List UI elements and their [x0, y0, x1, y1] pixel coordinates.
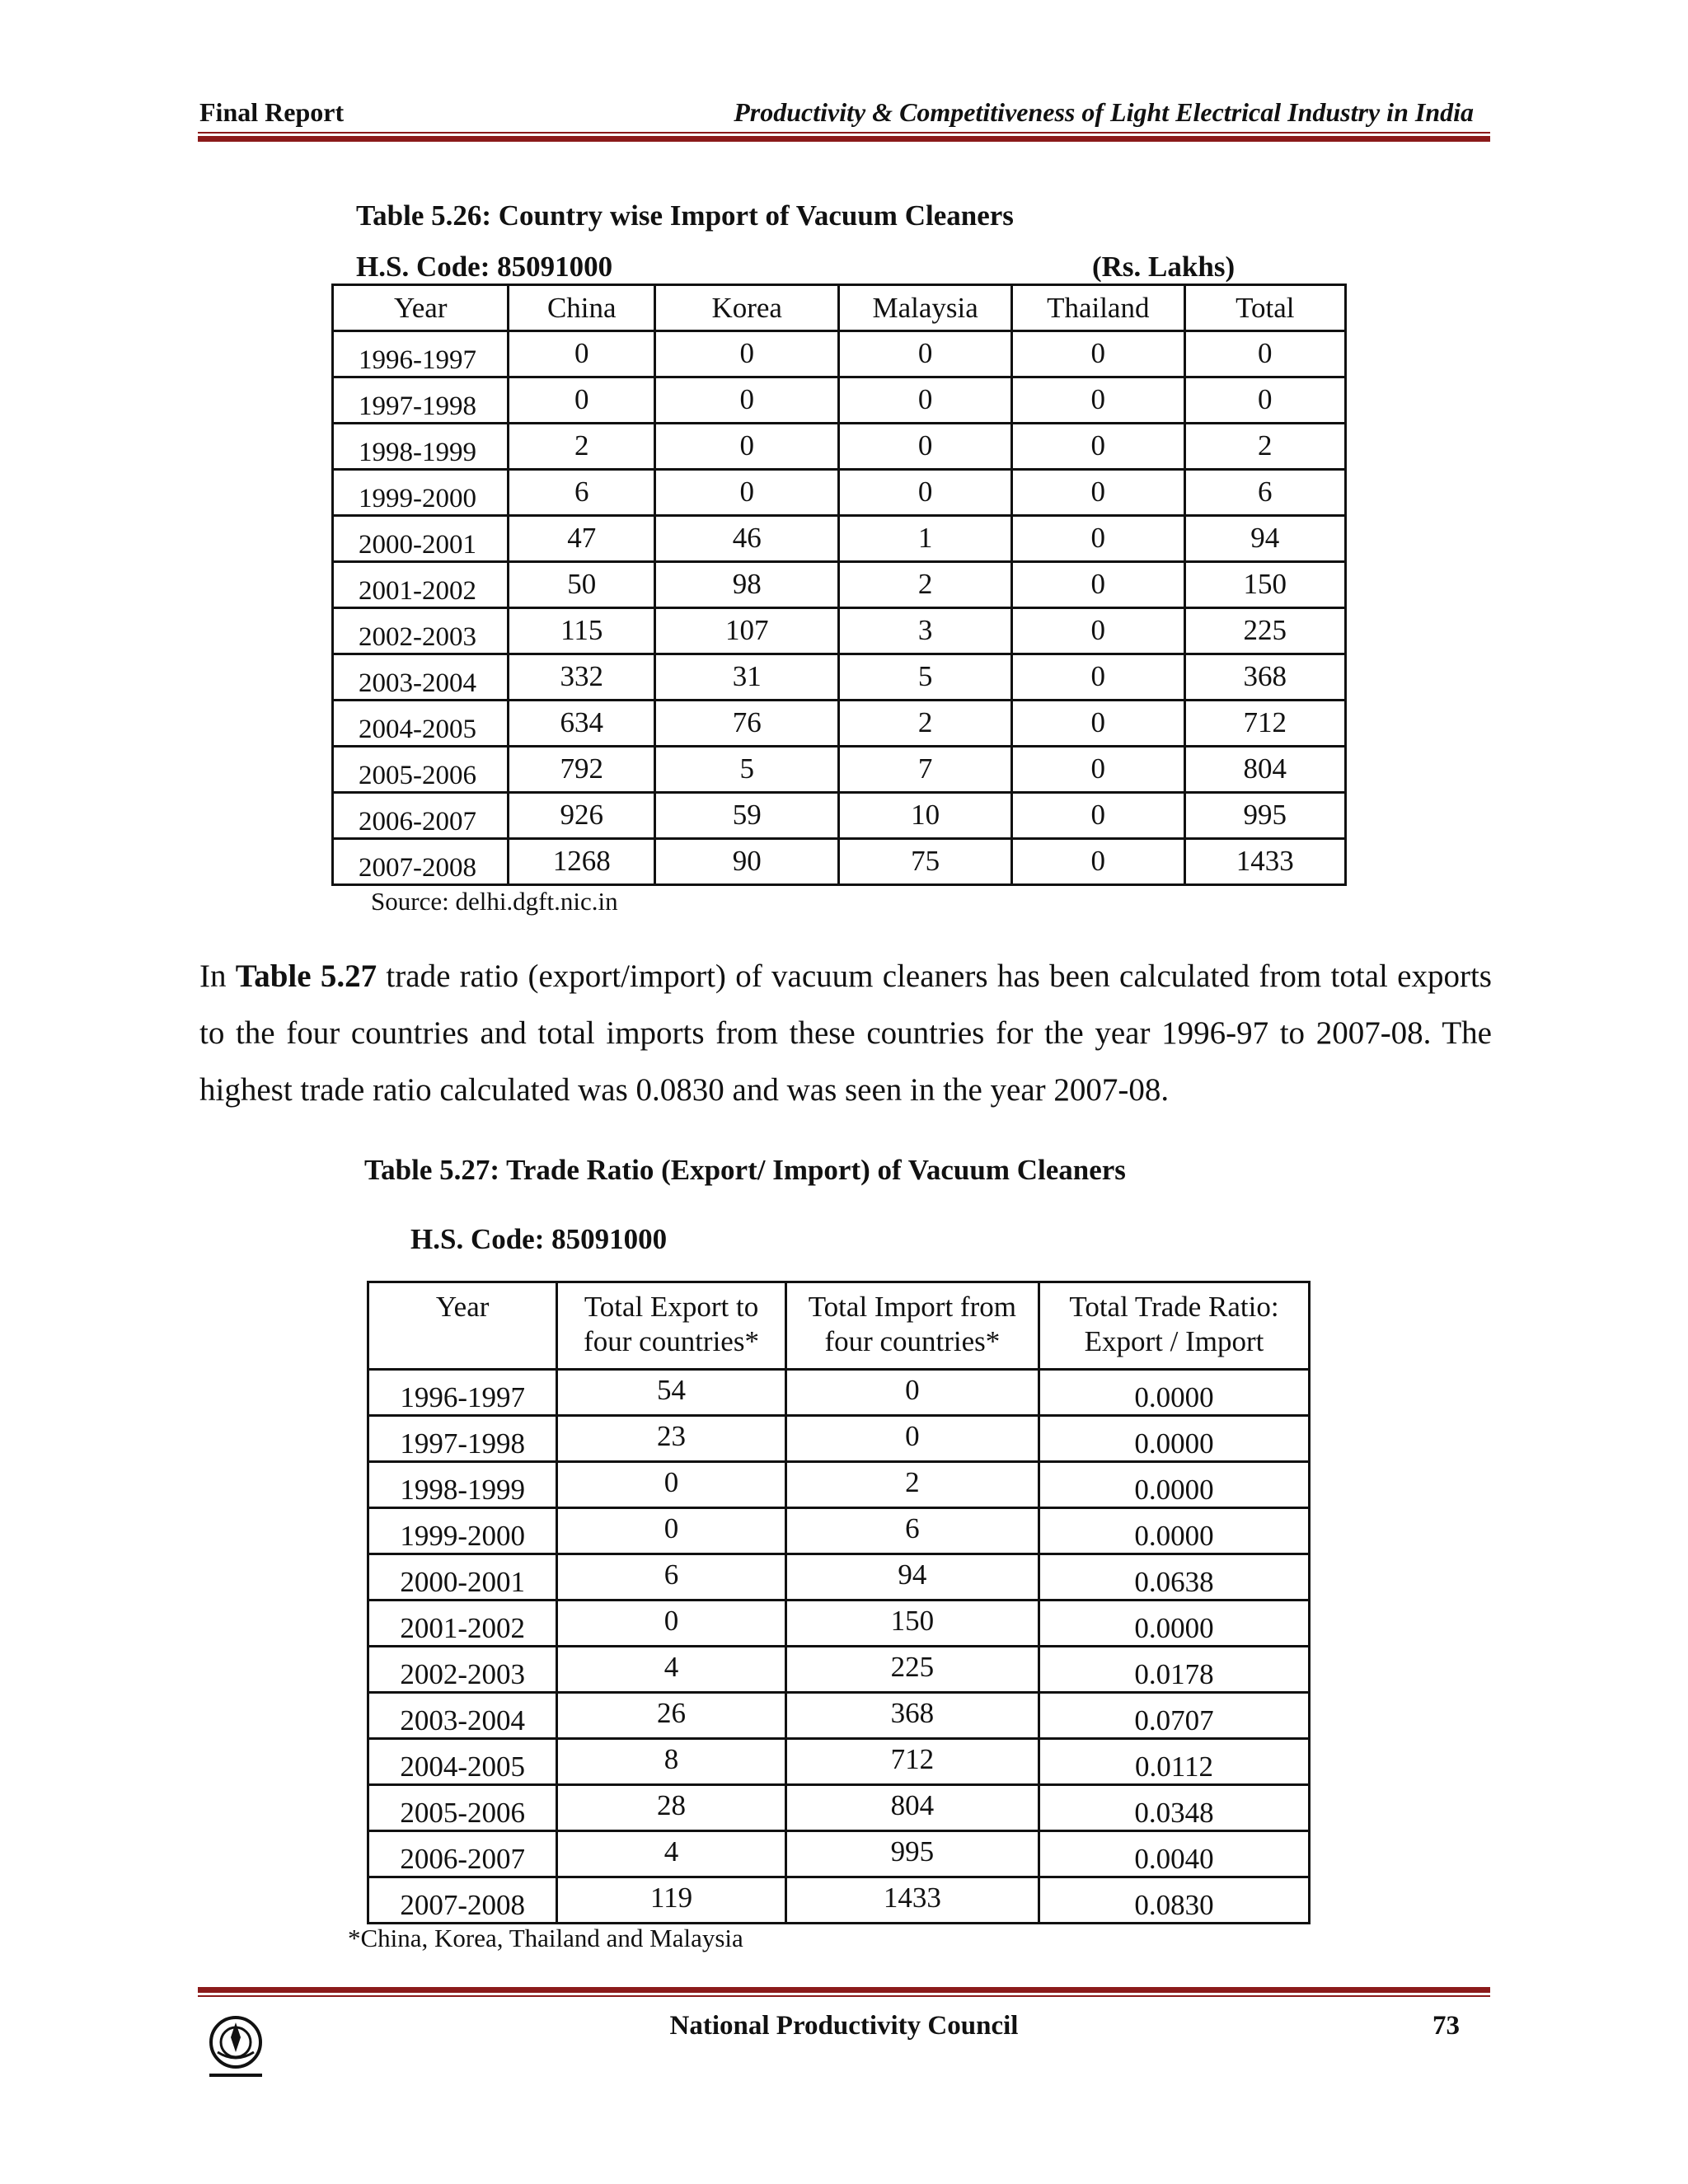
year-cell: 2002-2003 [368, 1647, 557, 1693]
npc-logo-icon [198, 2011, 274, 2087]
table-row [333, 331, 1346, 377]
value-cell: 0 [1011, 516, 1184, 562]
value-cell: 2 [839, 701, 1012, 747]
year-cell: 2006-2007 [368, 1831, 557, 1877]
paragraph-table-ref: Table 5.27 [235, 958, 377, 994]
value-cell: 0 [509, 331, 655, 377]
footer-rule-thick [198, 1987, 1490, 1993]
table-row [368, 1554, 1310, 1601]
value-cell: 0 [1011, 654, 1184, 701]
value-cell: 332 [509, 654, 655, 701]
table1-header-cell: Malaysia [839, 285, 1012, 331]
value-cell: 0 [839, 470, 1012, 516]
value-cell: 0 [557, 1462, 785, 1508]
year-cell: 2000-2001 [333, 516, 509, 562]
value-cell: 2 [785, 1462, 1039, 1508]
ratio-cell: 0.0040 [1039, 1831, 1310, 1877]
value-cell: 0 [1011, 608, 1184, 654]
paragraph-text: trade ratio (export/import) of vacuum cleaners has been calculated from total exports to the four countries and total imports from these countries for the year 1996-97 to 2007-08. The highest trade ratio calculated was 0.0830 and was seen in the year 2007-08. [199, 958, 1492, 1108]
table2-header-row [368, 1282, 1310, 1370]
value-cell: 926 [509, 793, 655, 839]
value-cell: 10 [839, 793, 1012, 839]
table2 [367, 1281, 1311, 1924]
value-cell: 0 [509, 377, 655, 424]
value-cell: 0 [839, 424, 1012, 470]
value-cell: 0 [1011, 701, 1184, 747]
value-cell: 98 [655, 562, 839, 608]
value-cell: 46 [655, 516, 839, 562]
table-row [368, 1370, 1310, 1416]
table-row [333, 701, 1346, 747]
table1-header-cell: Total [1184, 285, 1345, 331]
year-cell: 2002-2003 [333, 608, 509, 654]
table-row [333, 608, 1346, 654]
table-row [368, 1785, 1310, 1831]
value-cell: 0 [655, 424, 839, 470]
table1-header-cell: Year [333, 285, 509, 331]
header-rule-thin [198, 132, 1490, 134]
value-cell: 995 [785, 1831, 1039, 1877]
table-row [333, 562, 1346, 608]
value-cell: 5 [655, 747, 839, 793]
header-line: Year [435, 1291, 490, 1323]
value-cell: 0 [785, 1370, 1039, 1416]
value-cell: 6 [1184, 470, 1345, 516]
table1-header-cell: China [509, 285, 655, 331]
value-cell: 2 [1184, 424, 1345, 470]
table2-header-cell [1039, 1282, 1310, 1370]
value-cell: 3 [839, 608, 1012, 654]
year-cell: 1996-1997 [368, 1370, 557, 1416]
table1-header-row [333, 285, 1346, 331]
value-cell: 90 [655, 839, 839, 885]
value-cell: 0 [655, 377, 839, 424]
value-cell: 0 [1011, 377, 1184, 424]
value-cell: 26 [557, 1693, 785, 1739]
value-cell: 47 [509, 516, 655, 562]
table-row [368, 1831, 1310, 1877]
ratio-cell: 0.0638 [1039, 1554, 1310, 1601]
year-cell: 2005-2006 [368, 1785, 557, 1831]
year-cell: 2000-2001 [368, 1554, 557, 1601]
table-row [333, 793, 1346, 839]
value-cell: 23 [557, 1416, 785, 1462]
value-cell: 59 [655, 793, 839, 839]
value-cell: 0 [1184, 377, 1345, 424]
table-row [333, 424, 1346, 470]
ratio-cell: 0.0112 [1039, 1739, 1310, 1785]
table2-header-cell [368, 1282, 557, 1370]
year-cell: 2004-2005 [333, 701, 509, 747]
year-cell: 1997-1998 [368, 1416, 557, 1462]
value-cell: 0 [557, 1508, 785, 1554]
value-cell: 119 [557, 1877, 785, 1924]
table-row [368, 1739, 1310, 1785]
year-cell: 1996-1997 [333, 331, 509, 377]
year-cell: 2003-2004 [333, 654, 509, 701]
ratio-cell: 0.0000 [1039, 1416, 1310, 1462]
year-cell: 2007-2008 [368, 1877, 557, 1924]
value-cell: 0 [1011, 793, 1184, 839]
value-cell: 634 [509, 701, 655, 747]
value-cell: 7 [839, 747, 1012, 793]
paragraph-prefix: In [199, 958, 236, 994]
ratio-cell: 0.0348 [1039, 1785, 1310, 1831]
body-paragraph [199, 948, 1492, 1118]
value-cell: 0 [1011, 331, 1184, 377]
value-cell: 50 [509, 562, 655, 608]
ratio-cell: 0.0000 [1039, 1370, 1310, 1416]
value-cell: 2 [839, 562, 1012, 608]
table2-title: Table 5.27: Trade Ratio (Export/ Import) of Vacuum Cleaners [364, 1154, 1126, 1186]
table-row [333, 839, 1346, 885]
year-cell: 1998-1999 [368, 1462, 557, 1508]
value-cell: 8 [557, 1739, 785, 1785]
header-left: Final Report [199, 97, 345, 127]
value-cell: 0 [655, 331, 839, 377]
table1 [331, 284, 1347, 886]
header-line: Total Export to [584, 1291, 759, 1323]
value-cell: 0 [1011, 839, 1184, 885]
value-cell: 712 [785, 1739, 1039, 1785]
table-row [368, 1416, 1310, 1462]
table-row [333, 654, 1346, 701]
table1-unit: (Rs. Lakhs) [1092, 251, 1236, 283]
value-cell: 1433 [1184, 839, 1345, 885]
footer-organization: National Productivity Council [669, 2011, 1019, 2041]
value-cell: 0 [1011, 747, 1184, 793]
value-cell: 0 [557, 1601, 785, 1647]
year-cell: 2007-2008 [333, 839, 509, 885]
value-cell: 1268 [509, 839, 655, 885]
table1-header-cell: Thailand [1011, 285, 1184, 331]
value-cell: 0 [785, 1416, 1039, 1462]
value-cell: 368 [1184, 654, 1345, 701]
table1-hs-code: H.S. Code: 85091000 [356, 251, 613, 283]
header-line: Export / Import [1084, 1325, 1264, 1357]
table1-source: Source: delhi.dgft.nic.in [371, 887, 618, 916]
value-cell: 1433 [785, 1877, 1039, 1924]
header-line: four countries* [824, 1325, 1001, 1357]
header-rule-thick [198, 136, 1490, 142]
year-cell: 2006-2007 [333, 793, 509, 839]
year-cell: 1998-1999 [333, 424, 509, 470]
header-line: four countries* [584, 1325, 759, 1357]
year-cell: 2004-2005 [368, 1739, 557, 1785]
page-number: 73 [1432, 2011, 1460, 2041]
value-cell: 94 [785, 1554, 1039, 1601]
value-cell: 0 [1011, 470, 1184, 516]
table-row [368, 1462, 1310, 1508]
value-cell: 4 [557, 1647, 785, 1693]
value-cell: 6 [557, 1554, 785, 1601]
table-row [333, 516, 1346, 562]
table2-footnote: *China, Korea, Thailand and Malaysia [348, 1924, 743, 1952]
value-cell: 995 [1184, 793, 1345, 839]
header-right: Productivity & Competitiveness of Light Electrical Industry in India [734, 97, 1474, 127]
value-cell: 804 [785, 1785, 1039, 1831]
value-cell: 1 [839, 516, 1012, 562]
table-row [368, 1647, 1310, 1693]
value-cell: 0 [1184, 331, 1345, 377]
value-cell: 28 [557, 1785, 785, 1831]
value-cell: 225 [1184, 608, 1345, 654]
table-row [333, 470, 1346, 516]
value-cell: 94 [1184, 516, 1345, 562]
header-line: Total Trade Ratio: [1069, 1291, 1279, 1323]
value-cell: 0 [1011, 562, 1184, 608]
table1-title: Table 5.26: Country wise Import of Vacuum Cleaners [356, 199, 1014, 232]
value-cell: 31 [655, 654, 839, 701]
value-cell: 107 [655, 608, 839, 654]
value-cell: 5 [839, 654, 1012, 701]
year-cell: 2005-2006 [333, 747, 509, 793]
value-cell: 712 [1184, 701, 1345, 747]
header-line: Total Import from [808, 1291, 1016, 1323]
year-cell: 1999-2000 [368, 1508, 557, 1554]
value-cell: 0 [1011, 424, 1184, 470]
year-cell: 1999-2000 [333, 470, 509, 516]
table2-header-cell [557, 1282, 785, 1370]
value-cell: 0 [655, 470, 839, 516]
value-cell: 792 [509, 747, 655, 793]
ratio-cell: 0.0000 [1039, 1601, 1310, 1647]
value-cell: 0 [839, 377, 1012, 424]
ratio-cell: 0.0000 [1039, 1508, 1310, 1554]
table2-header-cell [785, 1282, 1039, 1370]
value-cell: 2 [509, 424, 655, 470]
value-cell: 76 [655, 701, 839, 747]
value-cell: 4 [557, 1831, 785, 1877]
year-cell: 2001-2002 [368, 1601, 557, 1647]
year-cell: 1997-1998 [333, 377, 509, 424]
value-cell: 804 [1184, 747, 1345, 793]
ratio-cell: 0.0830 [1039, 1877, 1310, 1924]
table1-header-cell: Korea [655, 285, 839, 331]
value-cell: 115 [509, 608, 655, 654]
ratio-cell: 0.0178 [1039, 1647, 1310, 1693]
value-cell: 54 [557, 1370, 785, 1416]
year-cell: 2001-2002 [333, 562, 509, 608]
value-cell: 368 [785, 1693, 1039, 1739]
table-row [333, 377, 1346, 424]
table-row [368, 1601, 1310, 1647]
value-cell: 0 [839, 331, 1012, 377]
value-cell: 225 [785, 1647, 1039, 1693]
value-cell: 6 [509, 470, 655, 516]
table-row [368, 1693, 1310, 1739]
year-cell: 2003-2004 [368, 1693, 557, 1739]
footer-rule-thin [198, 1995, 1490, 1997]
table-row [333, 747, 1346, 793]
value-cell: 6 [785, 1508, 1039, 1554]
table-row [368, 1508, 1310, 1554]
table-row [368, 1877, 1310, 1924]
value-cell: 75 [839, 839, 1012, 885]
ratio-cell: 0.0707 [1039, 1693, 1310, 1739]
value-cell: 150 [785, 1601, 1039, 1647]
table2-hs-code: H.S. Code: 85091000 [410, 1223, 668, 1255]
ratio-cell: 0.0000 [1039, 1462, 1310, 1508]
value-cell: 150 [1184, 562, 1345, 608]
